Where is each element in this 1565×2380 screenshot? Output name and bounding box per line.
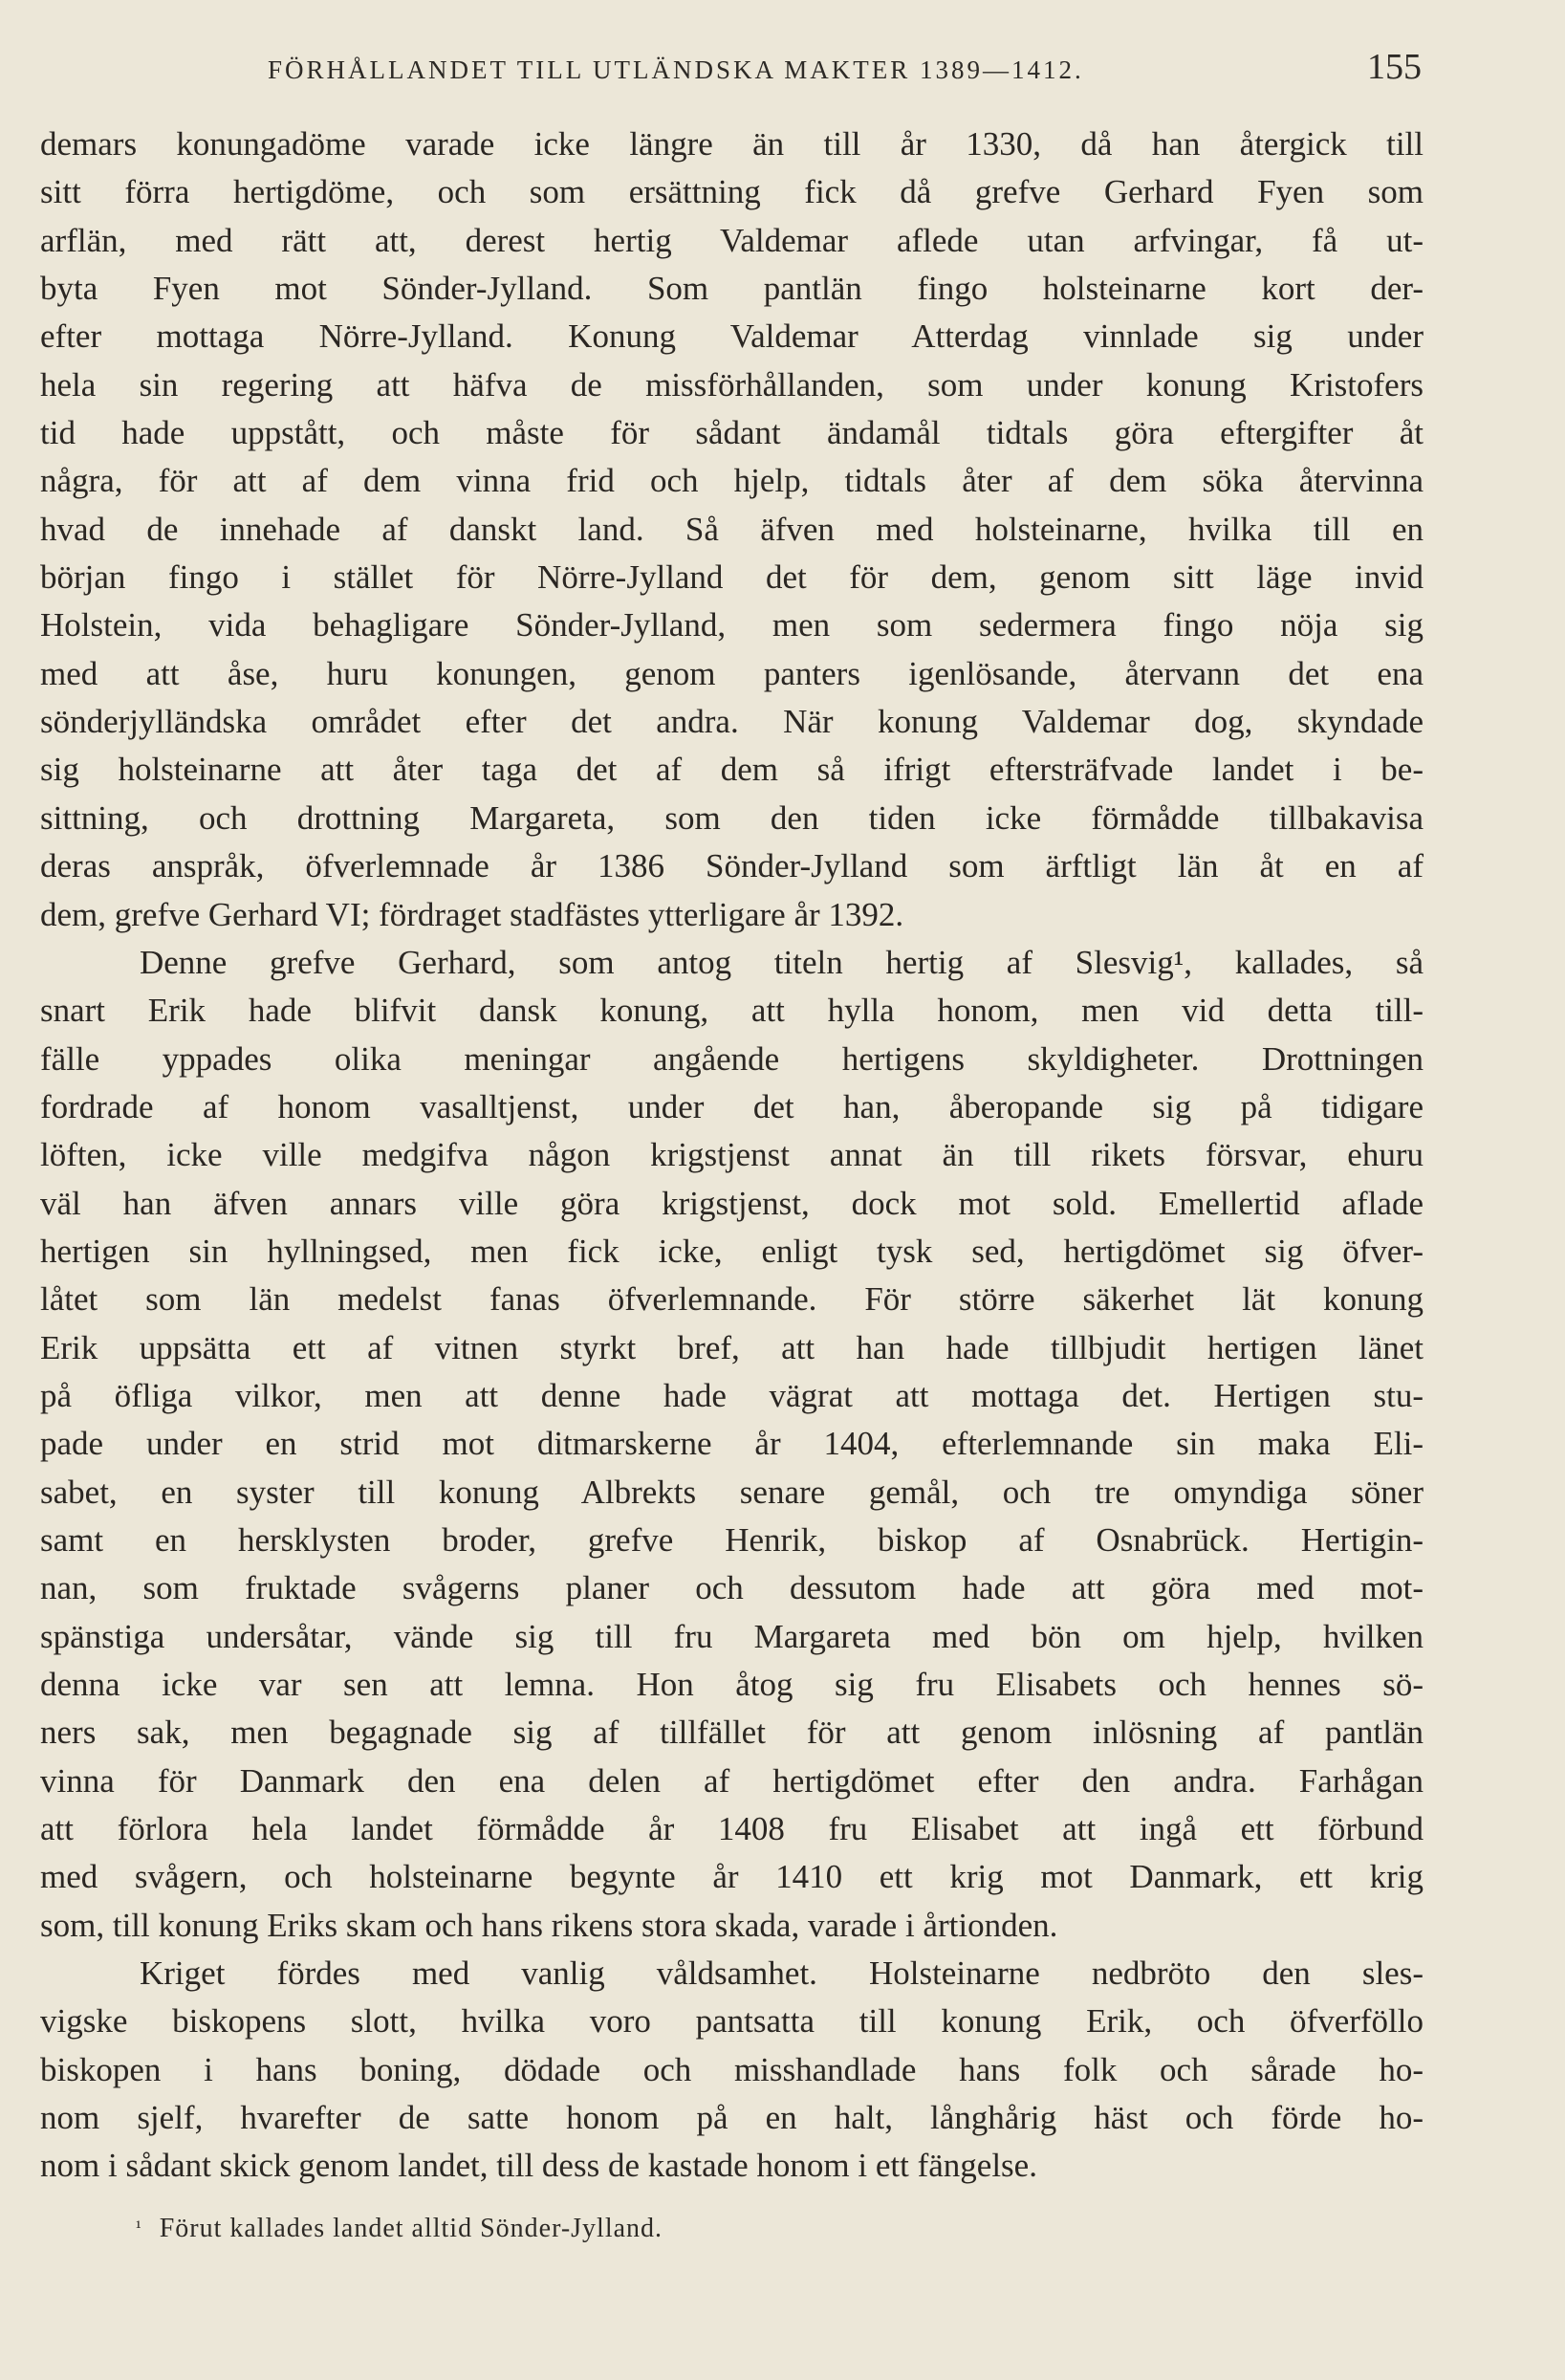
running-head: FÖRHÅLLANDET TILL UTLÄNDSKA MAKTER 1389—1412. [268, 55, 1084, 84]
text-line: med svågern, och holsteinarne begynte år 1410 ett krig mot Danmark, ett krig [40, 1858, 1424, 1896]
text-line: demars konungadöme varade icke längre än till år 1330, då han återgick till [40, 125, 1424, 163]
text-line: hvad de innehade af danskt land. Så äfven med holsteinarne, hvilka till en [40, 510, 1424, 548]
text-line: att förlora hela landet förmådde år 1408 fru Elisabet att ingå ett förbund [40, 1810, 1424, 1848]
text-line: med att åse, huru konungen, genom panters igenlösande, återvann det ena [40, 654, 1424, 692]
text-line: sitt förra hertigdöme, och som ersättning fick då grefve Gerhard Fyen som [40, 173, 1424, 211]
text-line: dem, grefve Gerhard VI; fördraget stadfästes ytterligare år 1392. [40, 895, 904, 933]
text-line: fälle yppades olika meningar angående hertigens skyldigheter. Drottningen [40, 1039, 1424, 1078]
footnote-mark: ¹ [136, 2217, 142, 2238]
text-line: Holstein, vida behagligare Sönder-Jylland, men som sedermera fingo nöja sig [40, 606, 1424, 644]
text-line: låtet som län medelst fanas öfverlemnande. För större säkerhet lät konung [40, 1280, 1424, 1319]
text-line: byta Fyen mot Sönder-Jylland. Som pantlän fingo holsteinarne kort der- [40, 270, 1424, 308]
text-line: tid hade uppstått, och måste för sådant ändamål tidtals göra eftergifter åt [40, 414, 1424, 452]
text-line: nan, som fruktade svågerns planer och dessutom hade att göra med mot- [40, 1569, 1424, 1607]
text-line: Erik uppsätta ett af vitnen styrkt bref, att han hade tillbjudit hertigen länet [40, 1328, 1424, 1366]
text-line: några, för att af dem vinna frid och hjelp, tidtals åter af dem söka återvinna [40, 462, 1424, 500]
text-line: hertigen sin hyllningsed, men fick icke, enligt tysk sed, hertigdömet sig öfver- [40, 1232, 1424, 1270]
text-line: löften, icke ville medgifva någon krigstjenst annat än till rikets försvar, ehuru [40, 1136, 1424, 1174]
text-line: biskopen i hans boning, dödade och misshandlade hans folk och sårade ho- [40, 2050, 1424, 2088]
body-text [40, 120, 1424, 2191]
text-line: samt en hersklysten broder, grefve Henrik, biskop af Osnabrück. Hertigin- [40, 1520, 1424, 1559]
footnote [136, 2214, 663, 2244]
page-number: 155 [1367, 47, 1422, 87]
text-line: sittning, och drottning Margareta, som den tiden icke förmådde tillbakavisa [40, 798, 1424, 837]
text-line: nom sjelf, hvarefter de satte honom på en halt, långhårig häst och förde ho- [40, 2099, 1424, 2137]
text-line: spänstiga undersåtar, vände sig till fru Margareta med bön om hjelp, hvilken [40, 1617, 1424, 1655]
text-line: som, till konung Eriks skam och hans rikens stora skada, varade i årtionden. [40, 1906, 1058, 1944]
text-line: vigske biskopens slott, hvilka voro pantsatta till konung Erik, och öfverföllo [40, 2002, 1424, 2041]
text-line: ners sak, men begagnade sig af tillfället för att genom inlösning af pantlän [40, 1714, 1424, 1752]
text-line: deras anspråk, öfverlemnade år 1386 Sönder-Jylland som ärftligt län åt en af [40, 847, 1424, 885]
text-line: på öfliga vilkor, men att denne hade vägrat att mottaga det. Hertigen stu- [40, 1376, 1424, 1414]
text-line: vinna för Danmark den ena delen af hertigdömet efter den andra. Farhågan [40, 1761, 1424, 1800]
text-line: nom i sådant skick genom landet, till dess de kastade honom i ett fängelse. [40, 2147, 1037, 2185]
text-line: pade under en strid mot ditmarskerne år 1404, efterlemnande sin maka Eli- [40, 1425, 1424, 1463]
text-line: arflän, med rätt att, derest hertig Valdemar aflede utan arfvingar, få ut- [40, 221, 1424, 259]
text-line: fordrade af honom vasalltjenst, under det han, åberopande sig på tidigare [40, 1087, 1424, 1125]
text-line: Denne grefve Gerhard, som antog titeln hertig af Slesvig¹, kallades, så [140, 943, 1424, 981]
text-line: efter mottaga Nörre-Jylland. Konung Valdemar Atterdag vinnlade sig under [40, 317, 1424, 356]
text-line: sabet, en syster till konung Albrekts senare gemål, och tre omyndiga söner [40, 1473, 1424, 1511]
text-line: Kriget fördes med vanlig våldsamhet. Holsteinarne nedbröto den sles- [140, 1954, 1424, 1993]
text-line: början fingo i stället för Nörre-Jylland det för dem, genom sitt läge invid [40, 558, 1424, 597]
text-line: snart Erik hade blifvit dansk konung, att hylla honom, men vid detta till- [40, 992, 1424, 1030]
text-line: sönderjylländska området efter det andra. När konung Valdemar dog, skyndade [40, 703, 1424, 741]
text-line: sig holsteinarne att åter taga det af dem så ifrigt eftersträfvade landet i be- [40, 751, 1424, 789]
page-header [172, 36, 1422, 94]
footnote-text: Förut kallades landet alltid Sönder-Jylland. [159, 2214, 663, 2243]
text-line: väl han äfven annars ville göra krigstjenst, dock mot sold. Emellertid aflade [40, 1184, 1424, 1222]
text-line: denna icke var sen att lemna. Hon åtog sig fru Elisabets och hennes sö- [40, 1666, 1424, 1703]
text-line: hela sin regering att häfva de missförhållanden, som under konung Kristofers [40, 365, 1424, 404]
